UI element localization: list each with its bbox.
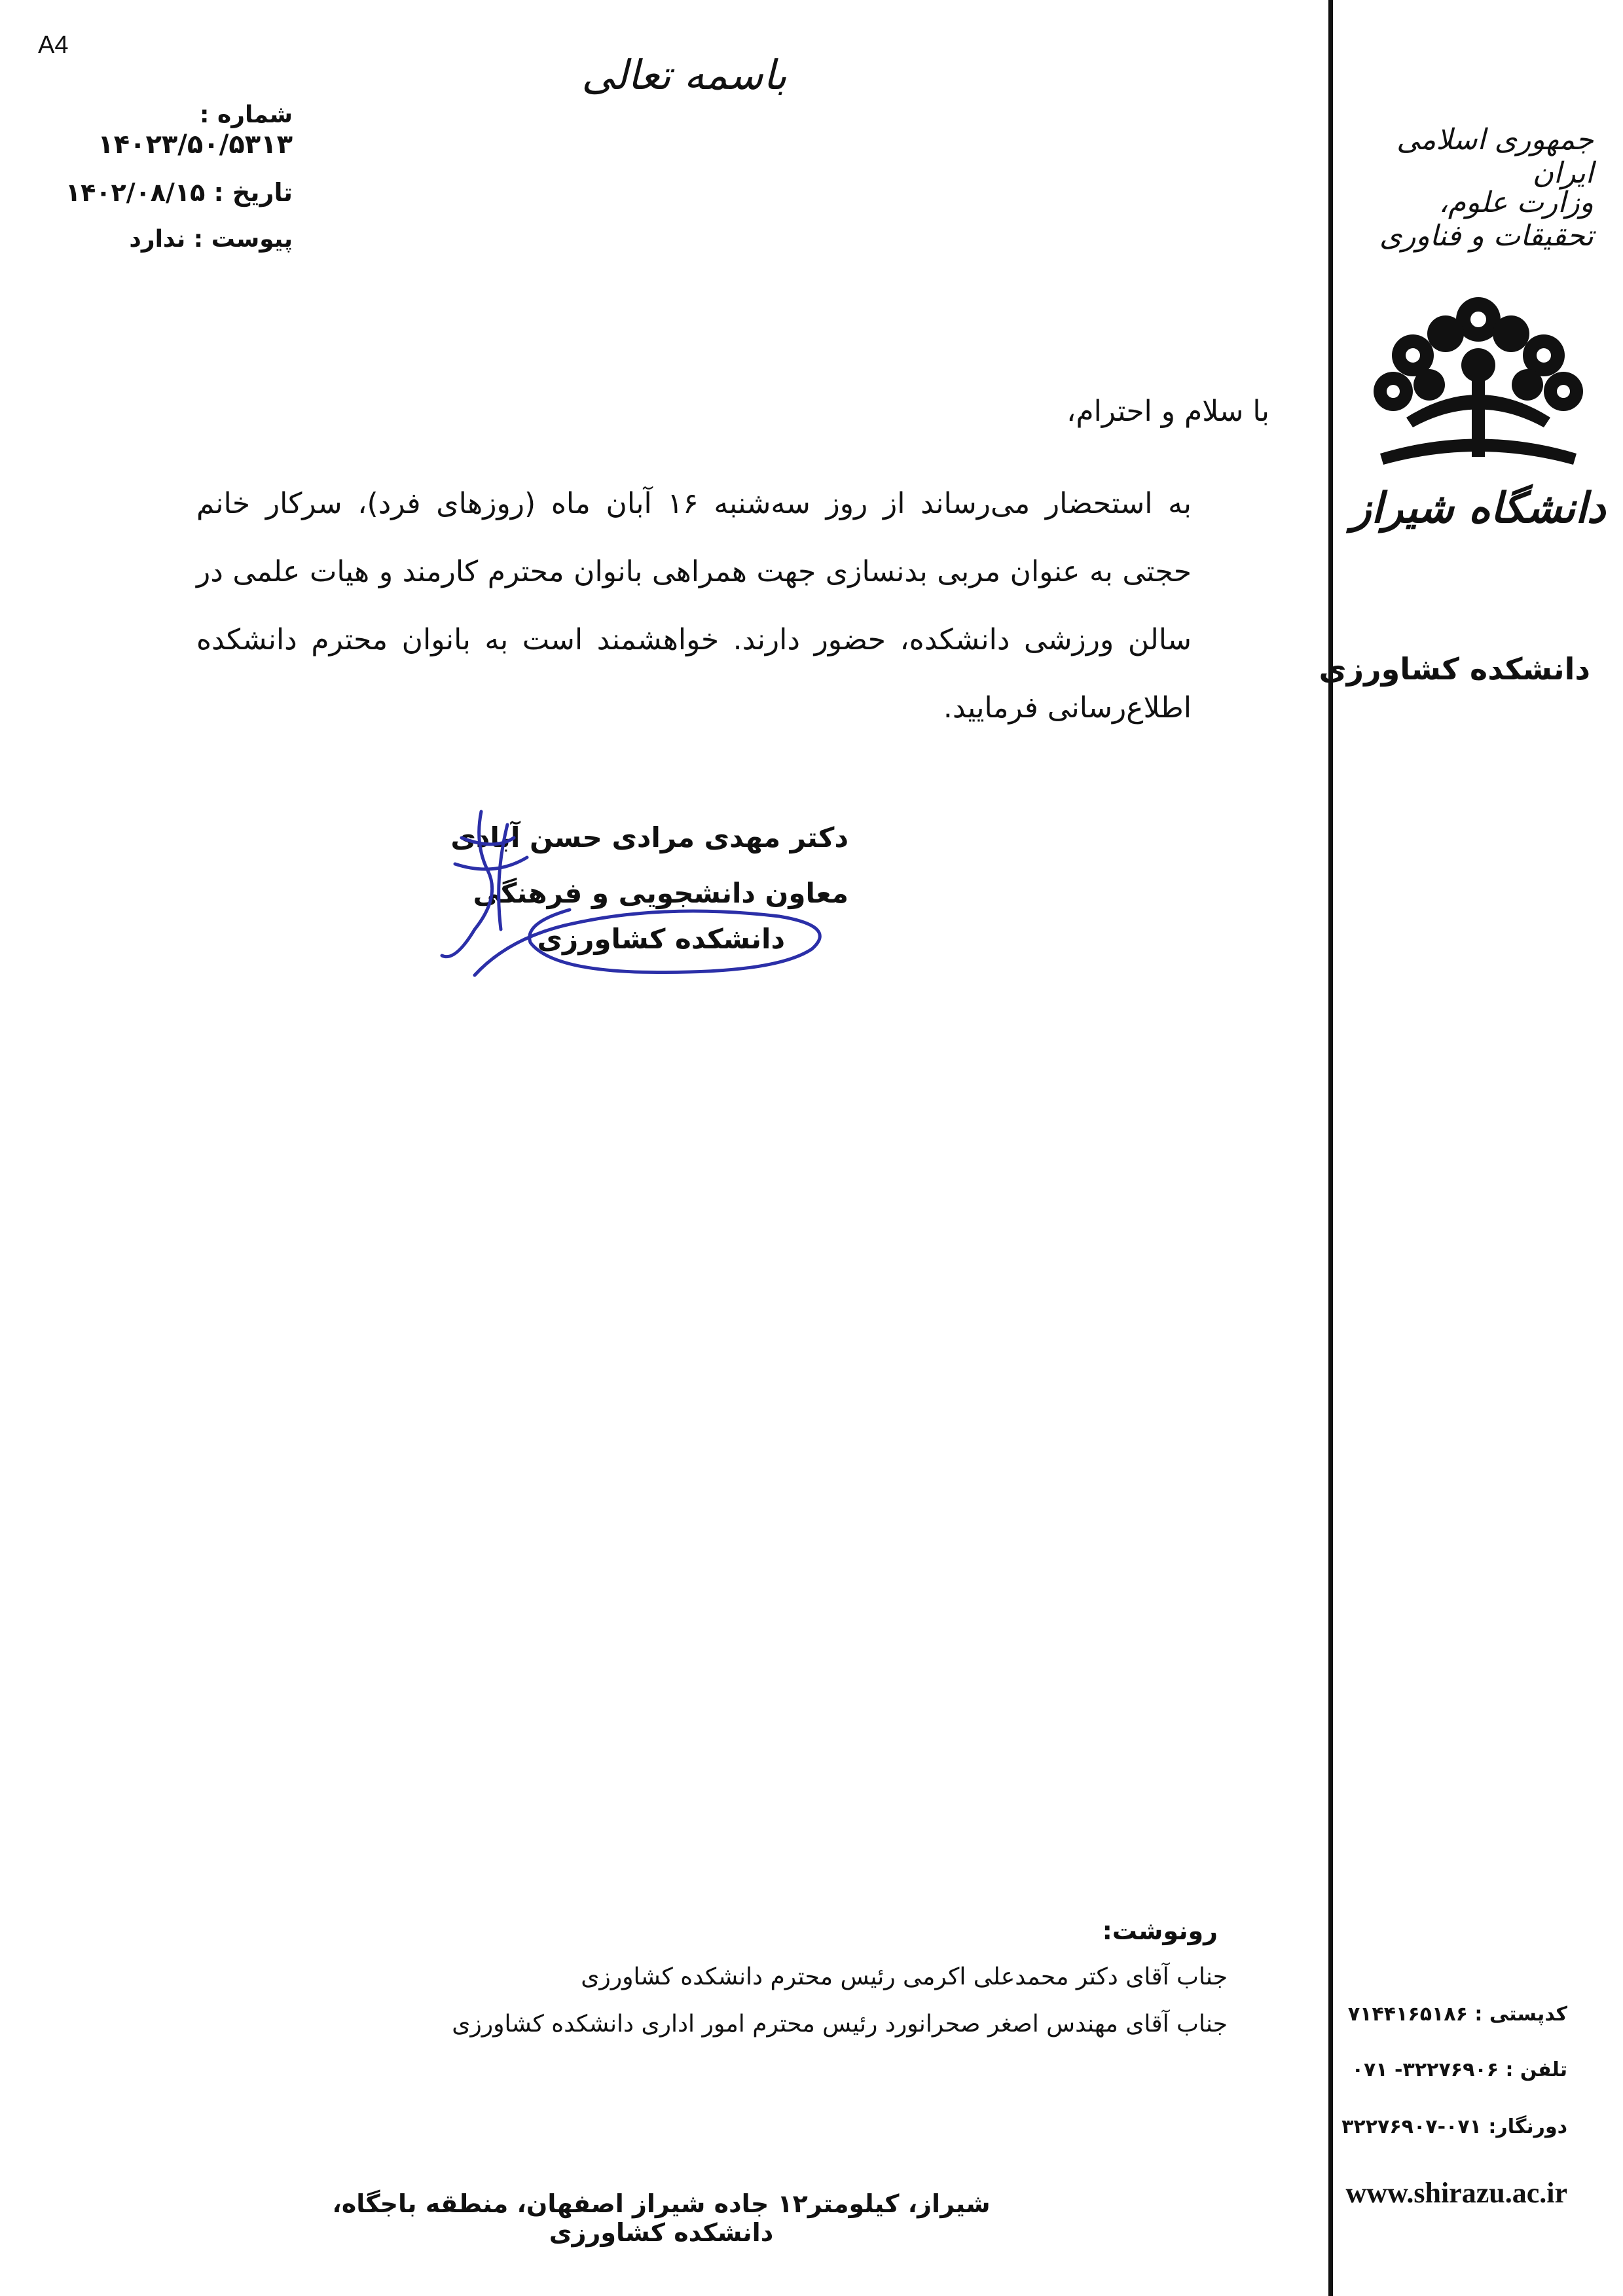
university-logo xyxy=(1351,293,1606,542)
sidebar-ministry: وزارت علوم، تحقیقات و فناوری xyxy=(1379,186,1594,253)
sidebar-faculty: دانشکده کشاورزی xyxy=(1319,651,1590,687)
letter-number-label: شماره : xyxy=(200,101,293,128)
letter-body: به استحضار می‌رساند از روز سه‌شنبه ۱۶ آبان ماه (روزهای فرد)، سرکار خانم حجتی به عنوان مربی بدنسازی جهت همراهی بانوان محترم کارمند و هیات علمی در سالن ورزشی دانشکده، حضور دارند. خواهشمند است به بانوان محترم دانشکده اطلاع‌رسانی فرمایید. xyxy=(196,487,1192,725)
logo-wordmark: دانشگاه شیراز xyxy=(1351,484,1606,533)
website-link[interactable]: www.shirazu.ac.ir xyxy=(1345,2177,1567,2209)
letter-number-value: ۱۴۰۲۳/۵۰/۵۳۱۳ xyxy=(98,130,293,160)
signatory-faculty: دانشکده کشاورزی xyxy=(537,923,785,955)
signatory-name: دکتر مهدی مرادی حسن آبادی xyxy=(450,821,848,853)
copy-recipient: جناب آقای دکتر محمدعلی اکرمی رئیس محترم دانشکده کشاورزی xyxy=(581,1964,1228,1990)
signature-flourish xyxy=(471,897,864,988)
copies-heading: رونوشت: xyxy=(1102,1916,1218,1945)
postal-code: کدپستی : ۷۱۴۴۱۶۵۱۸۶ xyxy=(1347,2003,1567,2026)
footer-address: شیراز، کیلومتر۱۲ جاده شیراز اصفهان، منطقه باجگاه، دانشکده کشاورزی xyxy=(332,2189,991,2247)
letter-attachment: پیوست : ندارد xyxy=(129,226,293,253)
sidebar-divider xyxy=(1328,0,1333,2296)
letter-date: تاریخ : ۱۴۰۲/۰۸/۱۵ xyxy=(65,178,293,207)
invocation-heading: باسمه تعالی xyxy=(581,51,787,99)
fax-number: دورنگار: ۰۷۱-۳۲۲۷۶۹۰۷ xyxy=(1341,2115,1567,2138)
page-size-label: A4 xyxy=(38,31,69,59)
letter-greeting: با سلام و احترام، xyxy=(1067,395,1269,428)
signatory-position: معاون دانشجویی و فرهنگی xyxy=(473,877,848,909)
sidebar-country: جمهوری اسلامی ایران xyxy=(1396,123,1594,190)
phone-number: تلفن : ۳۲۲۷۶۹۰۶- ۰۷۱ xyxy=(1351,2058,1567,2081)
copy-recipient: جناب آقای مهندس اصغر صحرانورد رئیس محترم امور اداری دانشکده کشاورزی xyxy=(452,2011,1228,2037)
